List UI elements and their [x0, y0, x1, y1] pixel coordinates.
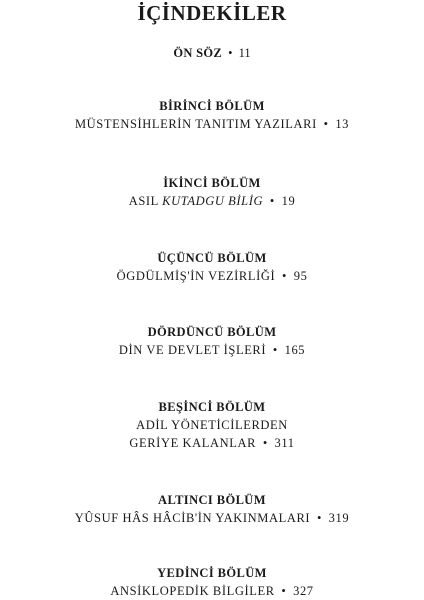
- section-heading: DÖRDÜNCÜ BÖLÜM: [147, 325, 277, 339]
- page-title: İÇİNDEKİLER: [137, 1, 287, 25]
- bullet-separator: •: [272, 343, 278, 357]
- section-heading: YEDİNCİ BÖLÜM: [157, 566, 267, 580]
- toc-entry-onsoz[interactable]: [0, 45, 424, 61]
- toc-section-3[interactable]: [0, 250, 424, 285]
- toc-section-7[interactable]: [0, 565, 424, 600]
- onsoz-label: ÖN SÖZ: [173, 46, 222, 60]
- section-title: ASIL: [128, 194, 159, 208]
- page-number: 327: [293, 584, 314, 598]
- toc-section-2[interactable]: [0, 175, 424, 210]
- toc-section-6[interactable]: [0, 492, 424, 527]
- page-number: 11: [238, 46, 251, 60]
- bullet-separator: •: [262, 436, 268, 450]
- section-line: [0, 434, 424, 452]
- section-title-italic: KUTADGU BİLİG: [162, 194, 264, 208]
- section-title: GERİYE KALANLAR: [129, 436, 257, 450]
- section-heading: ALTINCI BÖLÜM: [158, 493, 266, 507]
- page-number: 13: [335, 117, 350, 131]
- page-number: 311: [274, 436, 295, 450]
- toc-section-1[interactable]: [0, 98, 424, 133]
- bullet-separator: •: [281, 584, 287, 598]
- bullet-separator: •: [269, 194, 275, 208]
- section-heading: ÜÇÜNCÜ BÖLÜM: [157, 251, 267, 265]
- page-number: 95: [293, 269, 308, 283]
- section-heading: İKİNCİ BÖLÜM: [163, 176, 261, 190]
- section-line: [0, 416, 424, 434]
- section-line: [0, 192, 424, 210]
- page-number: 19: [281, 194, 296, 208]
- section-title: ÖGDÜLMİŞ'İN VEZİRLİĞİ: [116, 269, 276, 283]
- toc-section-5[interactable]: [0, 399, 424, 452]
- bullet-separator: •: [282, 269, 287, 283]
- section-title: MÜSTENSİHLERİN TANITIM YAZILARI: [74, 117, 317, 131]
- section-line: [0, 509, 424, 527]
- section-line: [0, 267, 424, 285]
- section-title: ADİL YÖNETİCİLERDEN: [136, 418, 288, 432]
- bullet-separator: •: [316, 511, 322, 525]
- section-heading: BİRİNCİ BÖLÜM: [159, 99, 265, 113]
- section-line: [0, 341, 424, 359]
- section-title: YÛSUF HÂS HÂCİB'İN YAKINMALARI: [74, 511, 311, 525]
- section-heading: BEŞİNCİ BÖLÜM: [158, 400, 266, 414]
- section-title: ANSİKLOPEDİK BİLGİLER: [110, 584, 275, 598]
- bullet-separator: •: [323, 117, 329, 131]
- section-title: DİN VE DEVLET İŞLERİ: [118, 343, 267, 357]
- section-line: [0, 115, 424, 133]
- toc-section-4[interactable]: [0, 324, 424, 359]
- page-number: 165: [284, 343, 306, 357]
- section-line: [0, 582, 424, 600]
- page-number: 319: [328, 511, 350, 525]
- bullet-separator: •: [228, 46, 233, 60]
